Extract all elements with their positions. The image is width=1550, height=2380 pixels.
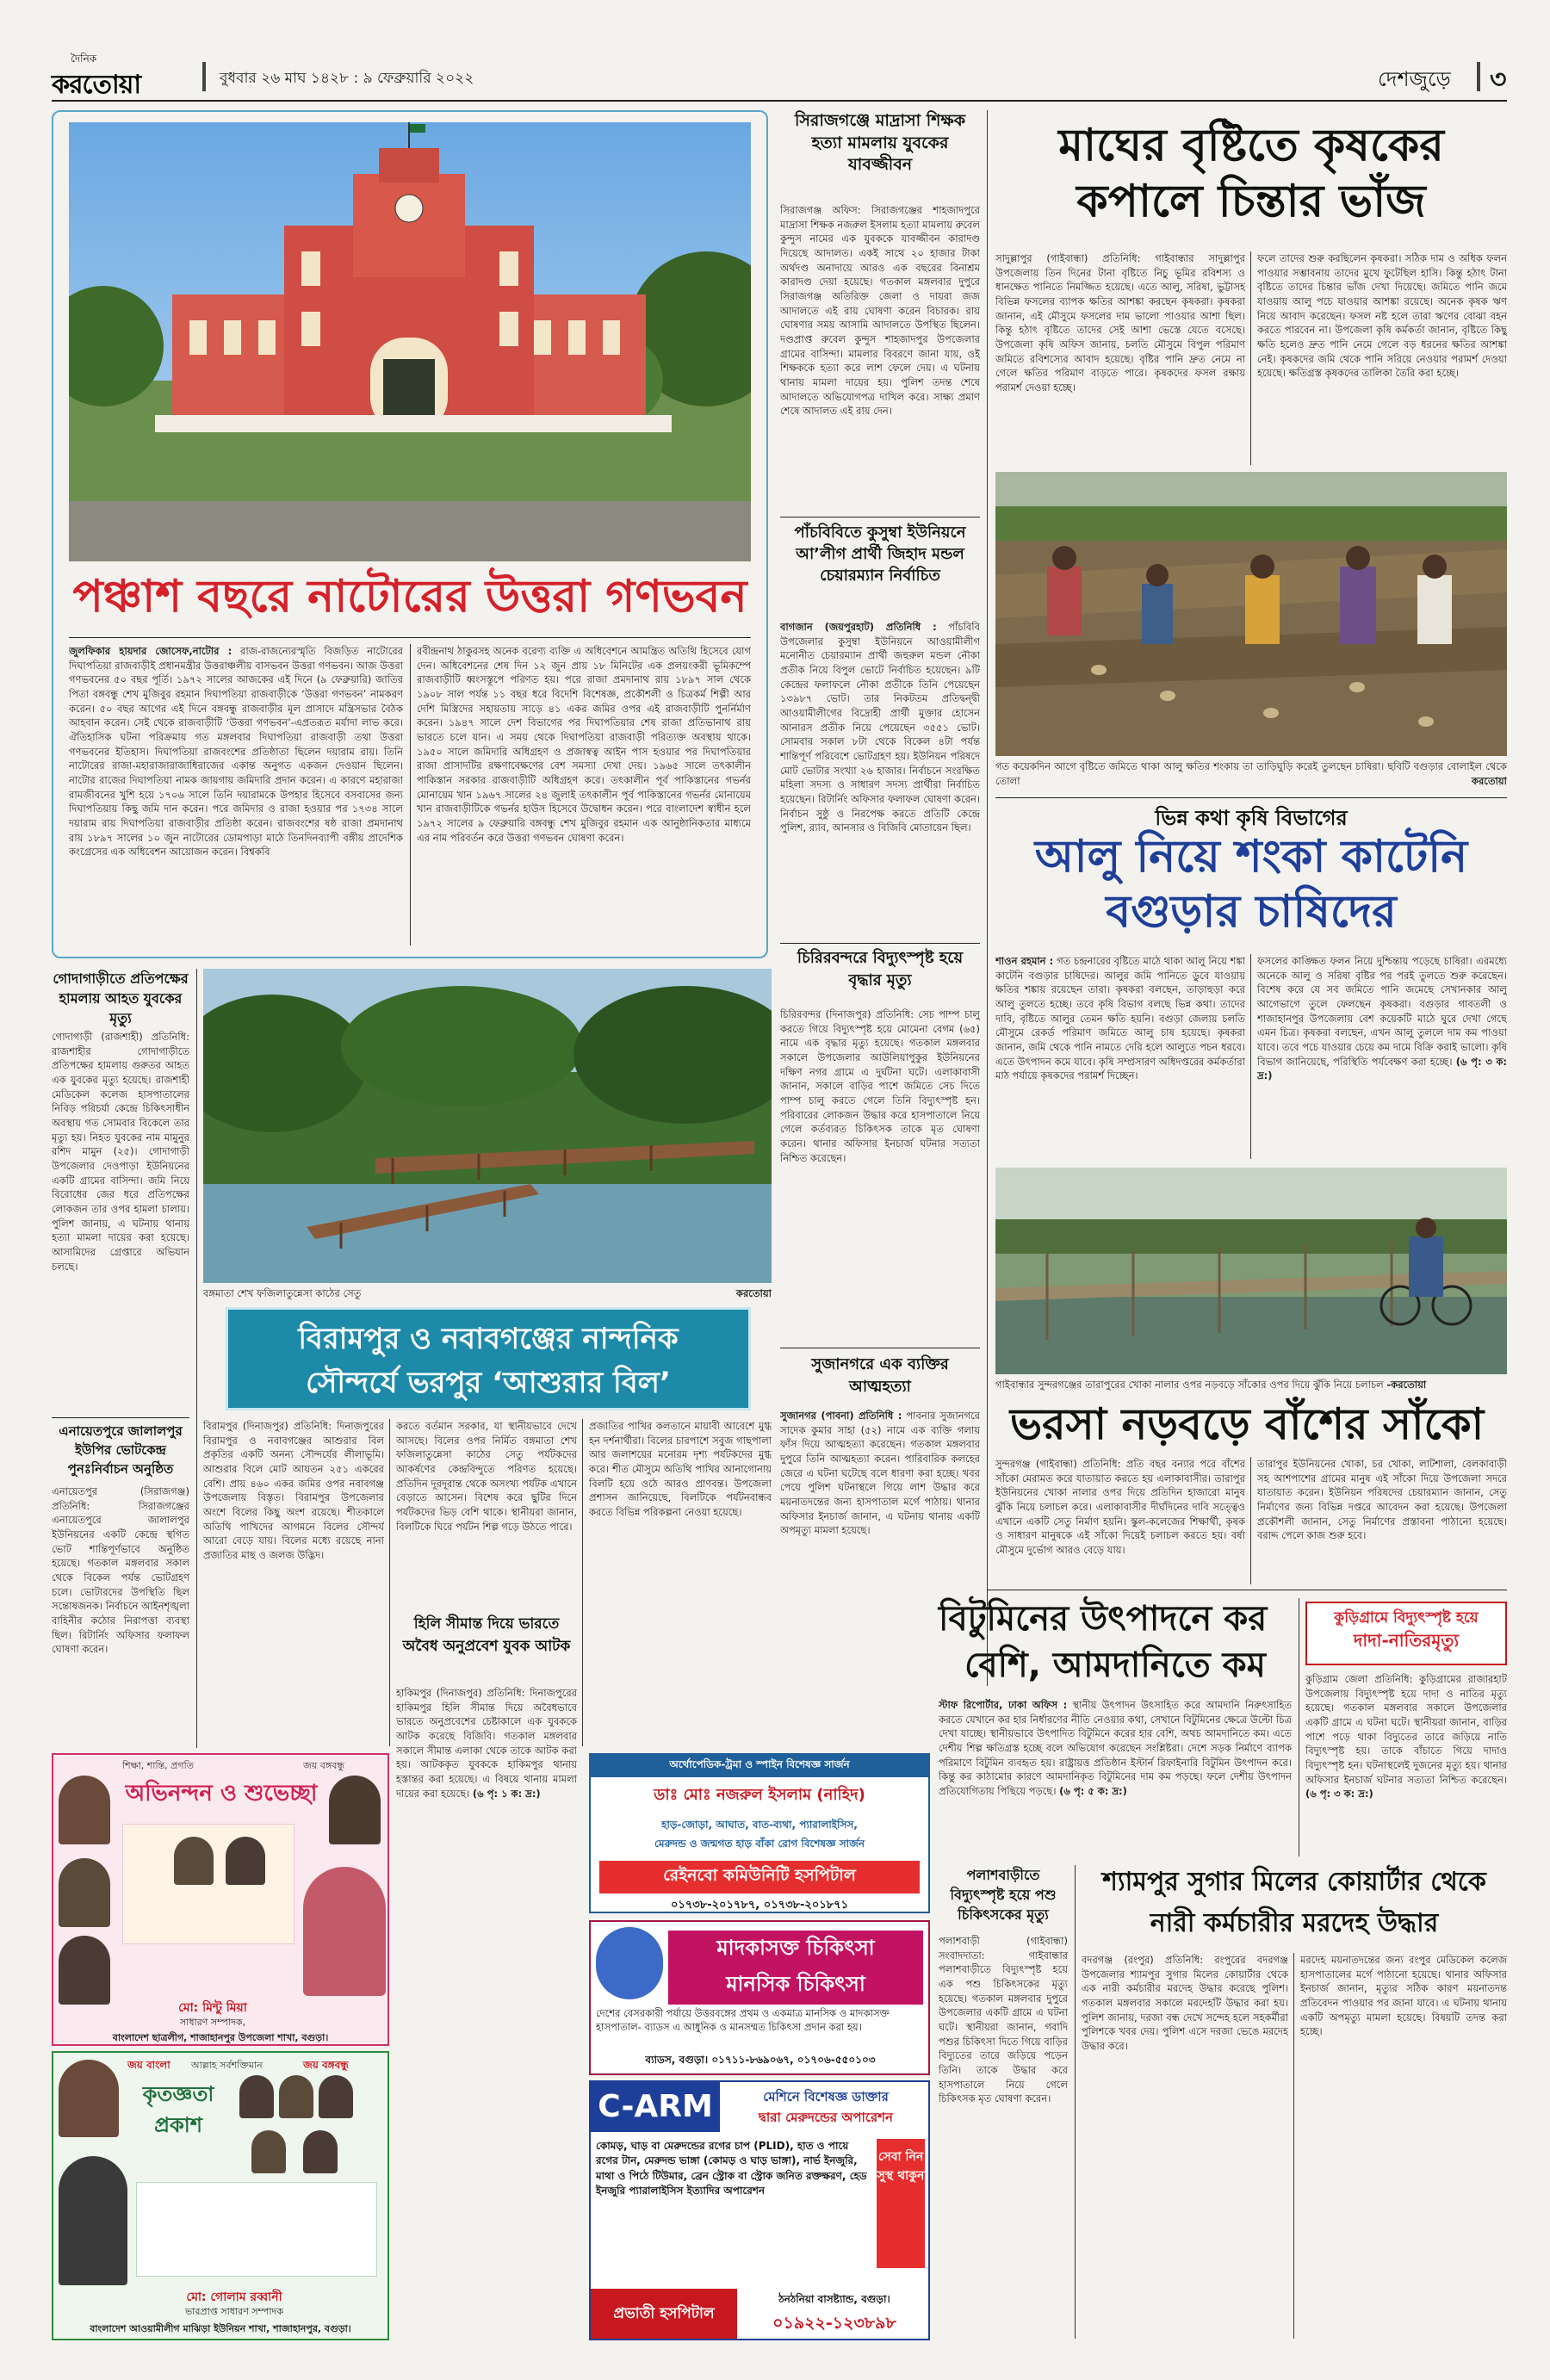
- kurigram-headline-box: [1305, 1602, 1507, 1665]
- biram-col2: করতে বর্তমান সরকার, যা স্থানীয়ভাবে দেখে আসছে। বিলের ওপর নির্মিত বঙ্গমাতা শেখ ফজিলাতুন্নেসা কাঠের সেতু পর্যটকদের আকর্ষণের কেন্দ্রবিন্দুতে পরিণত হয়েছে। প্রতিদিন দূরদূরান্ত থেকে অসংখ্য পর্যটক এখানে বেড়াতে আসেন। বিশেষ করে ছুটির দিনে পর্যটকদের ভিড় বেশি থাকে। স্থানীয়রা জানান, বিলটিকে ঘিরে পর্যটন শিল্প গড়ে উঠতে পারে।: [396, 1420, 577, 1533]
- godagari-headline[interactable]: গোদাগাড়ীতে প্রতিপক্ষের হামলায় আহত যুবকের মৃত্যু: [53, 970, 189, 1027]
- sako-col1: সুন্দরগঞ্জ (গাইবান্ধা) প্রতিনিধি: প্রতি বছর বন্যার পরে বাঁশের সাঁকো মেরামত করে যাতায়াত করতে হয় এলাকাবাসীর। তারাপুর ইউনিয়নের খোকা নালার ওপর দিয়ে প্রতিদিন হাজারো মানুষ ঝুঁকি নিয়ে চলাচল করে। এলাকাবাসীর দীর্ঘদিনের দাবি সত্ত্বেও এখানে একটি সেতু নির্মাণ হয়নি। স্কুল-কলেজের শিক্ষার্থী, কৃষক ও সাধারণ মানুষকে এই সাঁকো দিয়েই চলাচল করতে হয়। বর্ষা মৌসুমে দুর্ভোগ আরও বেড়ে যায়।: [995, 1458, 1245, 1557]
- rajbari-photo: [69, 122, 751, 561]
- thanks-ad[interactable]: জয় বাংলা আল্লাহ সর্বশক্তিমান জয় বঙ্গবন্ধু কৃতজ্ঞতা প্রকাশ মো: গোলাম রব্বানী ভারপ্রাপ্ত সাধারণ সম্পাদক বাংলাদেশ আওয়ামীলীগ মাঝিড়া ইউনিয়ন শাখা, শাজাহানপুর, বগুড়া।: [52, 2051, 389, 2340]
- magh-headline-2[interactable]: কপালে চিন্তার ভাঁজ: [1076, 176, 1426, 227]
- kushumba-body: বাগজান (জয়পুরহাট) প্রতিনিধি : পাঁচবিবি উপজেলার কুসুম্বা ইউনিয়নে আওয়ামীলীগ মনোনীত চেয়ারম্যান প্রার্থী জহুরুল মন্ডল নৌকা প্রতীক নিয়ে বিপুল ভোটে নির্বাচিত হয়েছেন। ৯টি কেন্দ্রের ফলাফলে নৌকা প্রতীকে তিনি পেয়েছেন ১৩৯৮৭ ভোট। তার নিকটতম প্রতিদ্বন্দ্বী আওয়ামীলীগের বিদ্রোহী প্রার্থী মুক্তার হোসেন আনারস প্রতীক নিয়ে পেয়েছেন ৩৫৫১ ভোট। সোমবার সকাল ৮টা থেকে বিকেল ৪টা পর্যন্ত শান্তিপূর্ণ পরিবেশে ভোটগ্রহণ হয়। ইউনিয়ন পরিষদে মোট ভোটার সংখ্যা ২৬ হাজার। নির্বাচনে সংরক্ষিত মহিলা সদস্য ও সাধারণ সদস্য প্রার্থীরা নির্বাচিত হয়েছেন। রিটার্নিং অফিসার ফলাফল ঘোষণা করেন। নির্বাচন সুষ্ঠু ও নিরপেক্ষ করতে প্রতিটি কেন্দ্রে পুলিশ, র‍্যাব, আনসার ও বিজিবি মোতায়েন ছিল।: [780, 621, 980, 834]
- page-number: ৩: [1490, 65, 1507, 95]
- shyampur-col2: মরদেহ ময়নাতদন্তের জন্য রংপুর মেডিকেল কলেজ হাসপাতালের মর্গে পাঠানো হয়েছে। থানার অফিসার ইনচার্জ জানান, মৃত্যুর সঠিক কারণ ময়নাতদন্ত প্রতিবেদন পাওয়ার পর জানা যাবে। এ ঘটনায় থানায় একটি অপমৃত্যু মামলা হয়েছে। বিষয়টি তদন্ত করা হচ্ছে।: [1300, 1954, 1507, 2038]
- hili-body: হাকিমপুর (দিনাজপুর) প্রতিনিধি: দিনাজপুরের হাকিমপুর হিলি সীমান্ত দিয়ে অবৈধভাবে ভারতে অনুপ্রবেশের চেষ্টাকালে এক যুবককে আটক করেছে বিজিবি। গতকাল মঙ্গলবার সকালে সীমান্ত এলাকা থেকে তাকে আটক করা হয়। আটককৃত যুবককে হাকিমপুর থানায় হস্তান্তর করা হয়েছে। এ বিষয়ে থানায় মামলা দায়ের করা হয়েছে। (৬ পৃ: ১ ক: দ্র:): [396, 1687, 577, 1800]
- kushumba-headline[interactable]: পাঁচবিবিতে কুসুম্বা ইউনিয়নে আ’লীগ প্রার্থী জিহাদ মন্ডল চেয়ারম্যান নির্বাচিত: [794, 524, 966, 586]
- greeting-ad-title: অভিনন্দন ও শুভেচ্ছা: [125, 1781, 318, 1807]
- bamboo-photo-caption: গাইবান্ধার সুন্দরগঞ্জের তারাপুরের খোকা নালার ওপর নড়বড়ে সাঁকোর ওপর দিয়ে ঝুঁকি নিয়ে চলাচল -করতোয়া: [995, 1379, 1427, 1391]
- mental-health-ad[interactable]: মাদকাসক্ত চিকিৎসা মানসিক চিকিৎসা দেশের বেসরকারী পর্যায়ে উত্তরবঙ্গের প্রথম ও একমাত্র মানসিক ও মাদকাসক্ত হাসপাতাল- ব্যাডস এ আধুনিক ও মানসম্মত চিকিৎসা প্রদান করা হয়। ব্যাডস, বগুড়া। ০১৭১১-৮৬৯০৬৭, ০১৭০৬-৫৫০১০৩: [589, 1920, 930, 2075]
- biram-headline-box: [226, 1307, 751, 1410]
- potato-photo-caption: গত কয়েকদিন আগে বৃষ্টিতে জমিতে থাকা আলু ক্ষতির শংকায় তা তাড়িঘুড়ি করেই তুলছেন চাষিরা। ছবিটি বগুড়ার বোলাইল থেকে তোলা করতোয়া: [995, 760, 1507, 787]
- magh-headline-1[interactable]: মাঘের বৃষ্টিতে কৃষকের: [1058, 120, 1444, 171]
- carm-logo: C-ARM: [591, 2082, 720, 2132]
- lead-byline: জুলফিকার হায়দার জোসেফ,নাটোর :: [69, 645, 232, 657]
- greeting-ad-name: মো: মিন্টু মিয়া: [178, 2001, 247, 2015]
- sujanagar-headline[interactable]: সুজানগরে এক ব্যক্তির আত্মহত্যা: [811, 1355, 949, 1397]
- palashbari-body: পলাশবাড়ী (গাইবান্ধা) সংবাদদাতা: গাইবান্ধার পলাশবাড়ীতে বিদ্যুৎস্পৃষ্ট হয়ে এক পশু চিকিৎসকের মৃত্যু হয়েছে। গতকাল মঙ্গলবার দুপুরে উপজেলার একটি গ্রামে এ ঘটনা ঘটে। স্থানীয়রা জানান, গবাদি পশুর চিকিৎসা দিতে গিয়ে বাড়ির বিদ্যুতের তারে জড়িয়ে পড়েন তিনি। তাকে উদ্ধার করে হাসপাতালে নিয়ে গেলে চিকিৎসক মৃত ঘোষণা করেন।: [939, 1935, 1068, 2105]
- sako-headline[interactable]: ভরসা নড়বড়ে বাঁশের সাঁকো: [1009, 1399, 1485, 1449]
- magh-col1: সাদুল্লাপুর (গাইবান্ধা) প্রতিনিধি: গাইবান্ধার সাদুল্লাপুর উপজেলায় তিন দিনের টানা বৃষ্টিতে নিচু ভূমির রবিশস্য ও ধানক্ষেত পানিতে নিমজ্জিত হয়েছে। এতে আলু, সরিষা, ভুট্টাসহ বিভিন্ন ফসলের ব্যাপক ক্ষতির আশঙ্কা করছেন কৃষকরা। কৃষকরা জানান, এই মৌসুমে ফসলের দাম ভালো পাওয়ার আশা ছিল। কিন্তু হঠাৎ বৃষ্টিতে তাদের সেই আশা ভেস্তে যেতে বসেছে। উপজেলা কৃষি অফিস জানায়, চলতি মৌসুমে বিপুল পরিমাণ জমিতে রবিশস্যের আবাদ হয়েছে। বৃষ্টির পানি দ্রুত নেমে না গেলে ক্ষতির পরিমাণ বাড়তে পারে। কৃষকদের ফসল রক্ষায় পরামর্শ দেওয়া হচ্ছে।: [995, 252, 1245, 394]
- biram-col1: বিরামপুর (দিনাজপুর) প্রতিনিধি: দিনাজপুরের বিরামপুর ও নবাবগঞ্জের আশুরার বিল প্রকৃতির একটি অনন্য সৌন্দর্যের লীলাভূমি। আশুরার বিলে মোট আয়তন ২৫১ একরের বেশি। প্রায় ৪৬০ একর জমির ওপর নবাবগঞ্জ উপজেলায় বিস্তৃত। বিরামপুর উপজেলার অংশে বিলের কিছু অংশ রয়েছে। শীতকালে অতিথি পাখিদের আগমনে বিলের সৌন্দর্য আরো বেড়ে যায়। বিলের মধ্যে রয়েছে নানা প্রজাতির মাছ ও জলজ উদ্ভিদ।: [203, 1420, 384, 1562]
- lead-col2: রবীন্দ্রনাথ ঠাকুরসহ অনেক বরেণ্য ব্যক্তি এ অধিবেশনে আমন্ত্রিত অতিথি হিসেবে যোগ দেন। অধিবেশনের শেষ দিন ১২ জুন প্রায় ১৮ মিনিটের এক প্রলয়ংকরী ভূমিকম্পে রাজবাড়ীটি ধ্বংসস্তূপে পরিণত হয়। পরে রাজা প্রমদানাথ রায় ১৮৯৭ সাল থেকে ১৯০৮ সাল পর্যন্ত ১১ বছর ধরে বিদেশি বিশেষজ্ঞ, প্রকৌশলী ও চিত্রকর্ম শিল্পী আর দেশি মিস্ত্রিদের সহায়তায় সাড়ে ৪১ একর জমির ওপর এই রাজবাড়ীটি পুনর্নির্মাণ করেন। ১৯৪৭ সালে দেশ বিভাগের পর দিঘাপতিয়ার শেষ রাজা প্রতিভানাথ রায় ভারতে চলে যান। এ সময় থেকে দিঘাপতিয়া রাজবাড়ী পরিত্যক্ত অবস্থায় থাকে। ১৯৫০ সালে জমিদারি অধিগ্রহণ ও প্রজাস্বত্ব আইন পাস হওয়ার পর দিঘাপতিয়ার রাজা প্রাসাদটির রক্ষণাবেক্ষণের বেশ সমস্যা দেখা দেয়। ১৯৬৫ সালে তৎকালীন পাকিস্তান সরকার রাজবাড়ীটি অধিগ্রহণ করে। তৎকালীন পূর্ব পাকিস্তানের গভর্নর মোনায়েম খান ১৯৬৭ সালের ২৪ জুলাই তৎকালীন পূর্ব পাকিস্তানের গভর্নর মোনায়েম খান রাজবাড়ীটিকে গভর্নর হাউস হিসেবে উদ্বোধন করেন। পরে বাংলাদেশ স্বাধীন হলে ১৯৭২ সালের ৯ ফেব্রুয়ারি বঙ্গবন্ধু শেখ মুজিবুর রহমান এক আনুষ্ঠানিকতার মাধ্যমে এর নাম পরিবর্তন করে উত্তরা গণভবন ঘোষণা করেন।: [417, 645, 751, 844]
- alu-col1: শাওন রহমান : গত চন্দ্রনারের বৃষ্টিতে মাঠে থাকা আলু নিয়ে শঙ্কা কাটেনি বগুড়ার চাষিদের। আলুর জমি পানিতে ডুবে যাওয়ায় ক্ষতির শঙ্কায় রয়েছেন তারা। কৃষকরা বলছেন, তাড়াহুড়া করে আলু তুলতে হচ্ছে। তবে কৃষি বিভাগ বলছে ভিন্ন কথা। তাদের দাবি, বৃষ্টিতে আলুর তেমন ক্ষতি হয়নি। বগুড়া জেলায় চলতি মৌসুমে রেকর্ড পরিমাণ জমিতে আলু চাষ হয়েছে। কৃষকরা জানান, জমি থেকে পানি নামতে দেরি হলে আলুতে পচন ধরবে। এতে উৎপাদন কমে যাবে। কৃষি সম্প্রসারণ অধিদপ্তরের কর্মকর্তারা মাঠ পর্যায়ে কৃষকদের পরামর্শ দিচ্ছেন।: [995, 955, 1245, 1082]
- bitumin-body: স্টাফ রিপোর্টার, ঢাকা অফিস : স্থানীয় উৎপাদন উৎসাহিত করে আমদানি নিরুৎসাহিত করতে যেখানে কর হার নির্ধারণের নীতি নেওয়ার কথা, সেখানে বিটুমিনের ক্ষেত্রে উল্টো চিত্র দেখা যাচ্ছে। স্থানীয়ভাবে উৎপাদিত বিটুমিনে করের হার বেশি, অথচ আমদানিতে কম। এতে দেশীয় শিল্প ক্ষতিগ্রস্ত হচ্ছে বলে অভিযোগ করেছেন সংশ্লিষ্টরা। দেশে সড়ক নির্মাণে ব্যাপক পরিমাণে বিটুমিন ব্যবহৃত হয়। রাষ্ট্রায়ত্ত প্রতিষ্ঠান ইস্টার্ন রিফাইনারি বিটুমিন উৎপাদন করে। কিন্তু কর কাঠামোর কারণে আমদানিকৃত বিটুমিনের দাম কম পড়ছে। ফলে দেশীয় উৎপাদন প্রতিযোগিতায় পিছিয়ে পড়ছে। (৬ পৃ: ৫ ক: দ্র:): [939, 1699, 1292, 1798]
- logo-small: দৈনিক: [71, 53, 97, 65]
- biram-headline-2[interactable]: সৌন্দর্যে ভরপুর ‘আশুরার বিল’: [306, 1365, 671, 1400]
- ashurar-bill-photo: [203, 969, 772, 1283]
- lead-headline[interactable]: পঞ্চাশ বছরে নাটোরের উত্তরা গণভবন: [72, 571, 747, 623]
- potato-field-photo: [995, 472, 1507, 756]
- hili-headline[interactable]: হিলি সীমান্ত দিয়ে ভারতে অবৈধ অনুপ্রবেশ যুবক আটক: [402, 1615, 571, 1655]
- magh-col2: ফলে তাদের শুরু করছিলেন কৃষকরা। সঠিক দাম ও অধিক ফলন পাওয়ার সম্ভাবনায় তাদের মুখে ফুটেছিল হাসি। কিন্তু হঠাৎ টানা বৃষ্টিতে তাদের চিন্তার ভাঁজ দেখা দিয়েছে। জমিতে পানি জমে যাওয়ায় আলু পচে যাওয়ার আশঙ্কা রয়েছে। অনেক কৃষক ঋণ নিয়ে আবাদ করেছেন। ফসল নষ্ট হলে তারা ঋণের বোঝা বহন করতে পারবেন না। উপজেলা কৃষি কর্মকর্তা জানান, বৃষ্টিতে কিছু ক্ষতি হলেও দ্রুত পানি নেমে গেলে বড় ধরনের ক্ষতির আশঙ্কা নেই। কৃষকদের জমি থেকে পানি সরিয়ে নেওয়ার পরামর্শ দেওয়া হয়েছে। ক্ষতিগ্রস্ত কৃষকদের তালিকা তৈরি করা হচ্ছে।: [1257, 252, 1507, 380]
- alu-kicker: ভিন্ন কথা কৃষি বিভাগের: [1155, 806, 1348, 830]
- issue-date: বুধবার ২৬ মাঘ ১৪২৮ : ৯ ফেব্রুয়ারি ২০২২: [220, 70, 474, 87]
- shyampur-headline-2[interactable]: নারী কর্মচারীর মরদেহ উদ্ধার: [1150, 1908, 1439, 1938]
- bamboo-bridge-photo: [995, 1168, 1507, 1374]
- biram-col3: প্রজাতির পাখির কলতানে মায়াবী আবেশে মুগ্ধ হন দর্শনার্থীরা। বিলের চারপাশে সবুজ গাছপালা আর জলাশয়ের মনোরম দৃশ্য পর্যটকদের মুগ্ধ করে। শীত মৌসুমে অতিথি পাখির আনাগোনায় বিলটি হয়ে ওঠে আরও প্রাণবন্ত। উপজেলা প্রশাসন জানিয়েছে, বিলটিকে পর্যটনবান্ধব করতে বিভিন্ন পরিকল্পনা নেওয়া হয়েছে।: [589, 1420, 772, 1519]
- thanks-ad-name: মো: গোলাম রব্বানী: [186, 2290, 282, 2304]
- alu-headline-1[interactable]: আলু নিয়ে শংকা কাটেনি: [1034, 831, 1468, 883]
- godagari-body: গোদাগাড়ী (রাজশাহী) প্রতিনিধি: রাজশাহীর গোদাগাড়ীতে প্রতিপক্ষের হামলায় গুরুতর আহত এক যুবকের মৃত্যু হয়েছে। রাজশাহী মেডিকেল কলেজ হাসপাতালের নিবিড় পরিচর্যা কেন্দ্রে চিকিৎসাধীন অবস্থায় গত সোমবার বিকেলে তার মৃত্যু হয়। নিহত যুবকের নাম মামুনুর রশিদ মামুন (২৫)। গোদাগাড়ী উপজেলার দেওপাড়া ইউনিয়নের একটি গ্রামের বাসিন্দা। জমি নিয়ে বিরোধের জের ধরে প্রতিপক্ষের লোকজন তার ওপর হামলা চালায়। পুলিশ জানায়, এ ঘটনায় থানায় হত্যা মামলা দায়ের করা হয়েছে। আসামিদের গ্রেপ্তারে অভিযান চলছে।: [52, 1031, 189, 1273]
- thanks-ad-title: কৃতজ্ঞতা প্রকাশ: [142, 2082, 214, 2137]
- biram-headline-1[interactable]: বিরামপুর ও নবাবগঞ্জের নান্দনিক: [298, 1322, 679, 1356]
- shyampur-col1: বদরগঞ্জ (রংপুর) প্রতিনিধি: রংপুরের বদরগঞ্জ উপজেলার শ্যামপুর সুগার মিলের কোয়ার্টার থেকে এক নারী কর্মচারীর মরদেহ উদ্ধার করেছে পুলিশ। গতকাল মঙ্গলবার সকালে মরদেহটি উদ্ধার করা হয়। পুলিশ জানায়, দরজা বন্ধ দেখে সন্দেহ হলে সহকর্মীরা পুলিশকে খবর দেয়। পুলিশ এসে দরজা ভেঙে মরদেহ উদ্ধার করে।: [1082, 1954, 1288, 2053]
- alu-col2: ফসলের কাঙ্ক্ষিত ফলন নিয়ে দুশ্চিন্তায় পড়েছে চাষিরা। এরমধ্যে অনেকে আলু ও সরিষা বৃষ্টির পর পরই তুলতে শুরু করেছেন। বিশেষ করে যে সব জমিতে পানি জমেছে সেখানকার আলু আগেভাগে তুলে ফেলছেন কৃষকরা। বগুড়ার গাবতলী ও শাজাহানপুর উপজেলায় বেশ কয়েকটি মাঠে ঘুরে দেখা গেছে এমন চিত্র। কৃষকরা বলছেন, এখন আলু তুললে দাম কম পাওয়া যাবে। তবে পচে যাওয়ার চেয়ে কম দামে বিক্রি করাই ভালো। কৃষি বিভাগ জানিয়েছে, পরিস্থিতি পর্যবেক্ষণ করা হচ্ছে। (৬ পৃ: ৩ ক: দ্র:): [1257, 955, 1507, 1082]
- kurigram-headline-1[interactable]: কুড়িগ্রামে বিদ্যুৎস্পৃষ্ট হয়ে: [1334, 1609, 1479, 1627]
- shyampur-headline-1[interactable]: শ্যামপুর সুগার মিলের কোয়ার্টার থেকে: [1102, 1867, 1486, 1897]
- newspaper-logo[interactable]: করতোয়া: [52, 70, 141, 100]
- doctor-name: ডাঃ মোঃ নজরুল ইসলাম (নাহিদ): [654, 1786, 865, 1804]
- enayetpur-body: এনায়েতপুর (সিরাজগঞ্জ) প্রতিনিধি: সিরাজগঞ্জের এনায়েতপুরে জালালপুর ইউনিয়নের একটি কেন্দ্রে স্থগিত ভোট শান্তিপূর্ণভাবে অনুষ্ঠিত হয়েছে। গতকাল মঙ্গলবার সকাল থেকে বিকেল পর্যন্ত ভোটগ্রহণ চলে। ভোটারদের উপস্থিতি ছিল সন্তোষজনক। নির্বাচনে আইনশৃঙ্খলা বাহিনীর কঠোর নিরাপত্তা ব্যবস্থা ছিল। রিটার্নিং অফিসার ফলাফল ঘোষণা করেন।: [52, 1485, 189, 1656]
- section-name: দেশজুড়ে: [1378, 67, 1451, 91]
- chirirbandar-body: চিরিরবন্দর (দিনাজপুর) প্রতিনিধি: সেচ পাম্প চালু করতে গিয়ে বিদ্যুৎস্পৃষ্ট হয়ে মোমেনা বেগম (৬৫) নামে এক বৃদ্ধার মৃত্যু হয়েছে। গতকাল মঙ্গলবার সকালে উপজেলার আউলিয়াপুকুর ইউনিয়নের দক্ষিণ নগর গ্রামে এ দুর্ঘটনা ঘটে। এলাকাবাসী জানান, সকালে বাড়ির পাশে জমিতে সেচ দিতে পাম্প চালু করতে গেলে তিনি বিদ্যুৎস্পৃষ্ট হন। পরিবারের লোকজন উদ্ধার করে হাসপাতালে নিয়ে গেলে কর্তব্যরত চিকিৎসক তাকে মৃত ঘোষণা করেন। থানার অফিসার ইনচার্জ ঘটনার সত্যতা নিশ্চিত করেছেন।: [780, 1008, 980, 1164]
- bill-photo-caption: বঙ্গমাতা শেখ ফজিলাতুন্নেসা কাঠের সেতু করতোয়া: [203, 1287, 772, 1299]
- kurigram-headline-2[interactable]: দাদা-নাতিরমৃত্যু: [1353, 1629, 1460, 1651]
- carm-ad[interactable]: C-ARM মেশিনে বিশেষজ্ঞ ডাক্তার দ্বারা মেরুদন্ডের অপারেশন কোমড়, ঘাড় বা মেরুদন্ডের রগের চাপ (PLID), হাত ও পায়ে রগের টান, মেরুদন্ড ভাঙ্গা (কোমড় ও ঘাড় ভাঙ্গা), নার্ভ ইনজুরি, মাথা ও পিঠে টিউমার, ব্রেন স্ট্রোক বা স্ট্রোক জনিত রক্তক্ষরণ, হেড ইনজুরি প্যারালাইসিস ইত্যাদির অপারেশন সেবা নিন সুস্থ থাকুন প্রভাতী হসপিটাল ঠনঠনিয়া বাসষ্ট্যান্ড, বগুড়া। ০১৯২২-১২৩৮৯৮: [589, 2080, 930, 2340]
- greeting-ad[interactable]: শিক্ষা, শান্তি, প্রগতি জয় বঙ্গবন্ধু অভিনন্দন ও শুভেচ্ছা মো: মিন্টু মিয়া সাধারণ সম্পাদক, বাংলাদেশ ছাত্রলীগ, শাজাহানপুর উপজেলা শাখা, বগুড়া।: [52, 1753, 389, 2046]
- sirajganj-body: সিরাজগঞ্জ অফিস: সিরাজগঞ্জের শাহজাদপুরে মাদ্রাসা শিক্ষক নজরুল ইসলাম হত্যা মামলায় রুবেল কুন্দুস নামের এক যুবককে যাবজ্জীবন কারাদণ্ড দিয়েছে আদালত। একই সাথে ২০ হাজার টাকা অর্থদণ্ড অনাদায়ে আরও এক বছরের বিনাশ্রম কারাদণ্ড দেয়া হয়েছে। গতকাল মঙ্গলবার দুপুরে সিরাজগঞ্জ অতিরিক্ত জেলা ও দায়রা জজ আদালতে এই রায় ঘোষণা করেন বিচারক। রায় ঘোষণার সময় আসামি আদালতে উপস্থিত ছিলেন। দণ্ডপ্রাপ্ত রুবেল কুন্দুস শাহজাদপুর উপজেলার গ্রামের বাসিন্দা। মামলার বিবরণে জানা যায়, ওই শিক্ষককে হত্যা করে লাশ ফেলে দেয়। এ ঘটনায় থানায় মামলা দায়ের হয়। পুলিশ তদন্ত শেষে আদালতে অভিযোগপত্র দাখিল করে। সাক্ষ্য প্রমাণ শেষে আদালত এই রায় দেন।: [780, 204, 980, 418]
- chirirbandar-headline[interactable]: চিরিরবন্দরে বিদ্যুৎস্পৃষ্ট হয়ে বৃদ্ধার মৃত্যু: [797, 949, 964, 990]
- enayetpur-headline[interactable]: এনায়েতপুরে জালালপুর ইউপির ভোটকেন্দ্র পুনঃনির্বাচন অনুষ্ঠিত: [59, 1423, 183, 1477]
- sako-col2: তারাপুর ইউনিয়নের খোকা, চর খোকা, লাটশালা, বেলকাবাড়ী সহ আশপাশের গ্রামের মানুষ এই সাঁকো দিয়ে উপজেলা সদরে যাতায়াত করেন। ইউনিয়ন পরিষদের চেয়ারম্যান জানান, সেতু নির্মাণের জন্য বিভিন্ন দপ্তরে আবেদন করা হয়েছে। উপজেলা প্রকৌশলী জানান, সেতু নির্মাণের প্রস্তাবনা পাঠানো হয়েছে। বরাদ্দ পেলে কাজ শুরু হবে।: [1257, 1458, 1507, 1542]
- sujanagar-body: সুজানগর (পাবনা) প্রতিনিধি : পাবনার সুজানগরে সাদেক কুমার সাহা (৫২) নামে এক ব্যক্তি গলায় ফাঁস দিয়ে আত্মহত্যা করেছেন। গতকাল মঙ্গলবার দুপুরে তিনি আত্মহত্যা করেন। পারিবারিক কলহের জেরে এ ঘটনা ঘটেছে বলে ধারণা করা হচ্ছে। খবর পেয়ে পুলিশ ঘটনাস্থলে গিয়ে লাশ উদ্ধার করে ময়নাতদন্তের জন্য হাসপাতাল মর্গে পাঠায়। থানার অফিসার ইনচার্জ জানান, এ ঘটনায় থানায় একটি অপমৃত্যু মামলা হয়েছে।: [780, 1410, 980, 1537]
- sirajganj-headline[interactable]: সিরাজগঞ্জে মাদ্রাসা শিক্ষক হত্যা মামলায় যুবকের যাবজ্জীবন: [794, 111, 966, 175]
- lead-col1: জুলফিকার হায়দার জোসেফ,নাটোর : রাজ-রাজন্যেরস্মৃতি বিজড়িত নাটোরের দিঘাপতিয়া রাজবাড়ীই প্রধানমন্ত্রীর উত্তরাঞ্চলীয় বাসভবন উত্তরা গণভবন। আজ উত্তরা গণভবনের ৫০ বছর পূর্তি। ১৯৭২ সালের আজকের এই দিনে (৯ ফেব্রুয়ারি) জাতির পিতা বঙ্গবন্ধু শেখ মুজিবুর রহমান দিঘাপতিয়া রাজবাড়ীকে ‘উত্তরা গণভবন’ নামকরণ করেন। ৫০ বছর আগের এই দিনে বঙ্গবন্ধু রাজবাড়ীর মূল প্রাসাদে মন্ত্রিসভার বৈঠক আহবান করেন। সেই থেকে রাজবাড়ীটি ‘উত্তরা গণভবন’-এপ্রতরূত মর্যাদা লাভ করে। ঐতিহাসিক ঘটনা পরিক্রমায় গত মঙ্গলবার দিঘাপতিয়া রাজবাড়ী তথা উত্তরা গণভবনের ইতিহাস। দিঘাপতিয়া রাজবংশের প্রতিষ্ঠাতা ছিলেন দয়ারাম রায়। তিনি নাটোরের রাজা-মহারাজারাজাধিরাজের একান্ত অনুগত একজন দেওয়ান ছিলেন। নাটোর রাজের দিঘাপতিয়া নামক জায়গায় জমিদারি প্রদান করেন। এ কারণে মহারাজা রামজীবনের খুশি হয়ে ১৭০৬ সালে তিনি দয়ারামকে উপহার হিসেবে বসবাসের জন্য দিঘাপতিয়ায় কিছু জমি দান করেন। পরে জমিদার ও রাজা হওয়ার পর ১৭৩৪ সালে দয়ারাম রায় দিঘাপতিয়া রাজবাড়ীর প্রতিষ্ঠা করেন। রাজবংশের ষষ্ঠ রাজা প্রমদানাথ রায় ১৮৯৭ সালের ১০ জুন নাটোরের ডোমপাড়া মাঠে তিনদিনব্যাপী বঙ্গীয় প্রাদেশিক কংগ্রেসের এক অধিবেশন আয়োজন করেন। বিশ্বকবি: [69, 645, 403, 858]
- palashbari-headline[interactable]: পলাশবাড়ীতে বিদ্যুৎস্পৃষ্ট হয়ে পশু চিকিৎসকের মৃত্যু: [950, 1867, 1057, 1924]
- masthead: [52, 53, 1507, 100]
- doctor-ad[interactable]: অর্থোপেডিক-ট্রমা ও স্পাইন বিশেষজ্ঞ সার্জন ডাঃ মোঃ নজরুল ইসলাম (নাহিদ) হাড়-জোড়া, আঘাত, বাত-ব্যথা, প্যারালাইসিস, মেরুদন্ড ও জন্মগত হাড় বাঁকা রোগ বিশেষজ্ঞ সার্জন রেইনবো কমিউনিটি হসপিটাল ০১৭৩৮-২০১৭৮৭, ০১৭৩৮-২০১৮৭১: [589, 1753, 930, 1913]
- kurigram-body: কুড়িগ্রাম জেলা প্রতিনিধি: কুড়িগ্রামের রাজারহাট উপজেলায় বিদ্যুৎস্পৃষ্ট হয়ে দাদা ও নাতির মৃত্যু হয়েছে। গতকাল মঙ্গলবার সকালে উপজেলার একটি গ্রামে এ ঘটনা ঘটে। স্থানীয়রা জানান, বাড়ির পাশে পড়ে থাকা বিদ্যুতের তারে জড়িয়ে নাতি বিদ্যুৎস্পৃষ্ট হয়। তাকে বাঁচাতে গিয়ে দাদাও বিদ্যুৎস্পৃষ্ট হন। ঘটনাস্থলেই দুজনের মৃত্যু হয়। থানার অফিসার ইনচার্জ ঘটনার সত্যতা নিশ্চিত করেছেন। (৬ পৃ: ৩ ক: দ্র:): [1305, 1673, 1507, 1800]
- carm-hospital: প্রভাতী হসপিটাল: [591, 2289, 737, 2339]
- bitumin-headline-1[interactable]: বিটুমিনের উৎপাদনে কর: [939, 1599, 1268, 1639]
- bitumin-headline-2[interactable]: বেশি, আমদানিতে কম: [964, 1646, 1266, 1685]
- alu-headline-2[interactable]: বগুড়ার চাষিদের: [1106, 886, 1397, 938]
